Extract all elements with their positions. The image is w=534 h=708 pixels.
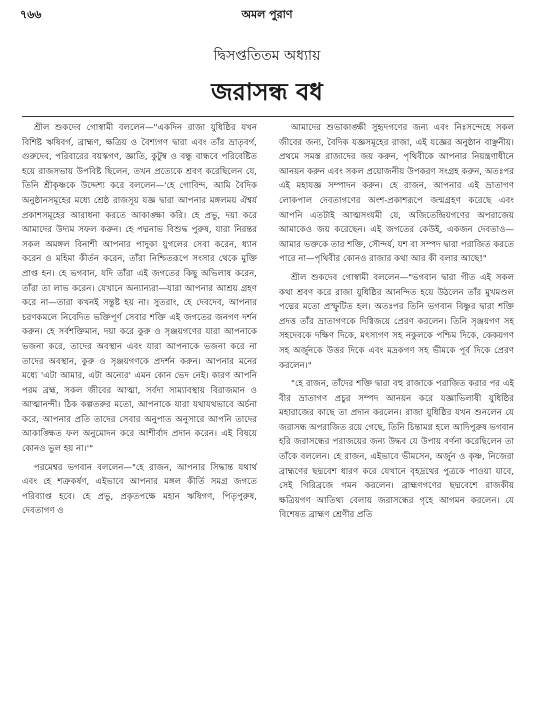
paragraph: আমাদের শুভাকাঙ্ক্ষী সুহৃদগণের জন্য এবং নিঃসন্দেহে সকল জীবের জন্য, বৈদিক যজ্ঞসমূহের রাজা, এই যজ্ঞের অনুষ্ঠান বাঞ্ছনীয়। প্রথমে সমস্ত রাজাদের জয় করুন, পৃথিবীকে আপনার নিয়ন্ত্রণাধীনে আনয়ন করুন এবং সকল প্রয়োজনীয় উপকরণ সংগ্রহ করুন, অতঃপর এই মহাযজ্ঞ সম্পাদন করুন। হে রাজন, আপনার এই ভ্রাতাগণ লোকপাল দেবতাগণের অংশ-প্রকাশরূপে জন্মগ্রহণ করেছে এবং আপনি এতটাই আত্মসংযমী যে, অজিতেন্দ্রিয়গণের অপরাজেয় আমাকেও জয় করেছেন। এই জগতের কেউই, একজন দেবতাও—আমার ভক্তকে তার শক্তি, সৌন্দর্য, যশ বা সম্পদ দ্বারা পরাজিত করতে পারে না—পৃথিবীর কোনও রাজার কথা আর কী বলার আছে!" xyxy=(279,123,514,265)
chapter-title: জরাসন্ধ বধ xyxy=(211,77,323,106)
running-head: অমল পুরাণ xyxy=(241,8,293,21)
paragraph: শ্রীল শুকদেব গোস্বামী বললেন—"ভগবান দ্বারা গীত এই সকল কথা শ্রবণ করে রাজা যুধিষ্ঠির আনন্দিত হয়ে উঠলেন তাঁর মুখমণ্ডল পদ্মের মতো প্রস্ফুটিত হল। অতঃপর তিনি ভগবান বিষ্ণুর দ্বারা শক্তি প্রদত্ত তাঁর ভ্রাতাগণকে দিগ্বিজয়ে প্রেরণ করলেন। তিনি সৃঞ্জয়গণ সহ সহদেবকে দক্ষিণ দিকে, মৎস্যগণ সহ নকুলকে পশ্চিম দিকে, কেকয়গণ সহ অর্জুনকে উত্তর দিকে এবং মদ্রকগণ সহ ভীমকে পূর্ব দিকে প্রেরণ করলেন।" xyxy=(279,272,514,371)
right-column xyxy=(279,121,514,701)
page-header xyxy=(0,4,534,24)
title-divider xyxy=(22,116,514,117)
page-number: ৭৬৬ xyxy=(20,8,42,21)
left-column xyxy=(22,121,257,701)
chapter-label: দ্বিসপ্ততিতম অধ্যায় xyxy=(213,48,321,64)
paragraph: পরমেশ্বর ভগবান বললেন—"হে রাজন, আপনার সিদ্ধান্ত যথার্থ এবং হে শত্রুকর্ষণ, এইভাবে আপনার মঙ্গল কীর্তি সমগ্র জগতে পরিব্যাপ্ত হবে। হে প্রভু, প্রকৃতপক্ষে মহান ঋষিগণ, পিতৃপুরুষ, দেবতাগণ ও xyxy=(22,462,257,517)
paragraph: শ্রীল শুকদেব গোস্বামী বললেন—"একদিন রাজা যুধিষ্ঠির যখন বিশিষ্ট ঋষিবর্গ, ব্রাহ্মণ, ক্ষত্রিয় ও বৈশ্যগণ দ্বারা এবং তাঁর ভ্রাতৃবর্গ, গুরুদেব, পরিবারের বয়স্কগণ, জ্ঞাতি, কুটুম্ব ও বন্ধু বান্ধবে পরিবেষ্টিত হয়ে রাজসভায় উপবিষ্ট ছিলেন, তখন প্রত্যেকে শ্রবণ করেছিলেন যে, তিনি শ্রীকৃষ্ণকে উদ্দেশ্য করে বললেন—'হে গোবিন্দ, আমি বৈদিক অনুষ্ঠানসমূহের মধ্যে শ্রেষ্ঠ রাজসূয় যজ্ঞ দ্বারা আপনার মঙ্গলময় ঐশ্বর্য প্রকাশসমূহের আরাধনা করতে আকাঙ্ক্ষা করি। হে প্রভু, দয়া করে আমাদের উদ্যম সফল করুন। হে পদ্মনাভ বিশুদ্ধ পুরুষ, যারা নিরন্তর সকল অমঙ্গল বিনাশী আপনার পাদুকা যুগলের সেবা করেন, ধ্যান করেন ও মহিমা কীর্তন করেন, তাঁরা নিশ্চিতরূপে সংসার থেকে মুক্তি প্রাপ্ত হন। হে ভগবান, যদি তাঁরা এই জগতের কিছু অভিলাষ করেন, তাঁরা তা লাভ করেন। যেখানে অন্যান্যরা—যারা আপনার আশ্রয় গ্রহণ করে না—তারা কখনই সন্তুষ্ট হয় না। সুতরাং, হে দেবদেব, আপনার চরণকমলে নিবেদিত ভক্তিপূর্ণ সেবার শক্তি এই জগতের জনগণ দর্শন করুন। হে সর্বশক্তিমান, দয়া করে কুরু ও সৃঞ্জয়গণের যারা আপনাকে ভজনা করে, তাদের অবস্থান এবং যারা আপনাকে ভজনা করে না তাদের অবস্থান, কুরু ও সৃঞ্জয়গণকে প্রদর্শন করুন। আপনার মনের মধ্যে 'এটা আমার, এটা অন্যের' এমন কোন ভেদ নেই। কারণ আপনি পরম ব্রহ্ম, সকল জীবের আত্মা, সর্বদা সাম্যাবস্থায় বিরাজমান ও আত্মানন্দী। ঠিক কল্পতরুর মতো, আপনাকে যারা যথাযথভাবে অর্চনা করে, আপনার প্রতি তাদের সেবার অনুপাত অনুসারে আপনি তাদের আকাঙ্ক্ষিত ফল অনুমোদন করে আশীর্বাদ প্রদান করেন। এই বিষয়ে কোনও ভুল হয় না।'" xyxy=(22,123,257,455)
paragraph: "হে রাজন, তাঁদের শক্তি দ্বারা বহু রাজাকে পরাজিত করার পর এই বীর ভ্রাতাগণ প্রচুর সম্পদ আনয়ন করে যজ্ঞাভিলাষী যুধিষ্ঠির মহারাজের কাছে তা প্রদান করলেন। রাজা যুধিষ্ঠির যখন শুনলেন যে জরাসন্ধ অপরাজিত রয়ে গেছে, তিনি চিন্তামগ্ন হলে আদিপুরুষ ভগবান হরি জরাসন্ধের পরাজয়ের জন্য উদ্ধব যে উপায় বর্ণনা করেছিলেন তা তাঁকে বললেন। হে রাজন, এইভাবে ভীমসেন, অর্জুন ও কৃষ্ণ, নিজেরা ব্রাহ্মণের ছদ্মবেশ ধারণ করে যেখানে বৃহদ্রথের পুত্রকে পাওয়া যাবে, সেই গিরিব্রজে গমন করলেন। ব্রাহ্মণগণের ছদ্মবেশে রাজকীয় ক্ষত্রিয়গণ আতিথ্য বেলায় জরাসন্ধের গৃহে আগমন করলেন। যে বিশেষত ব্রাহ্মণ শ্রেণীর প্রতি xyxy=(279,379,514,521)
